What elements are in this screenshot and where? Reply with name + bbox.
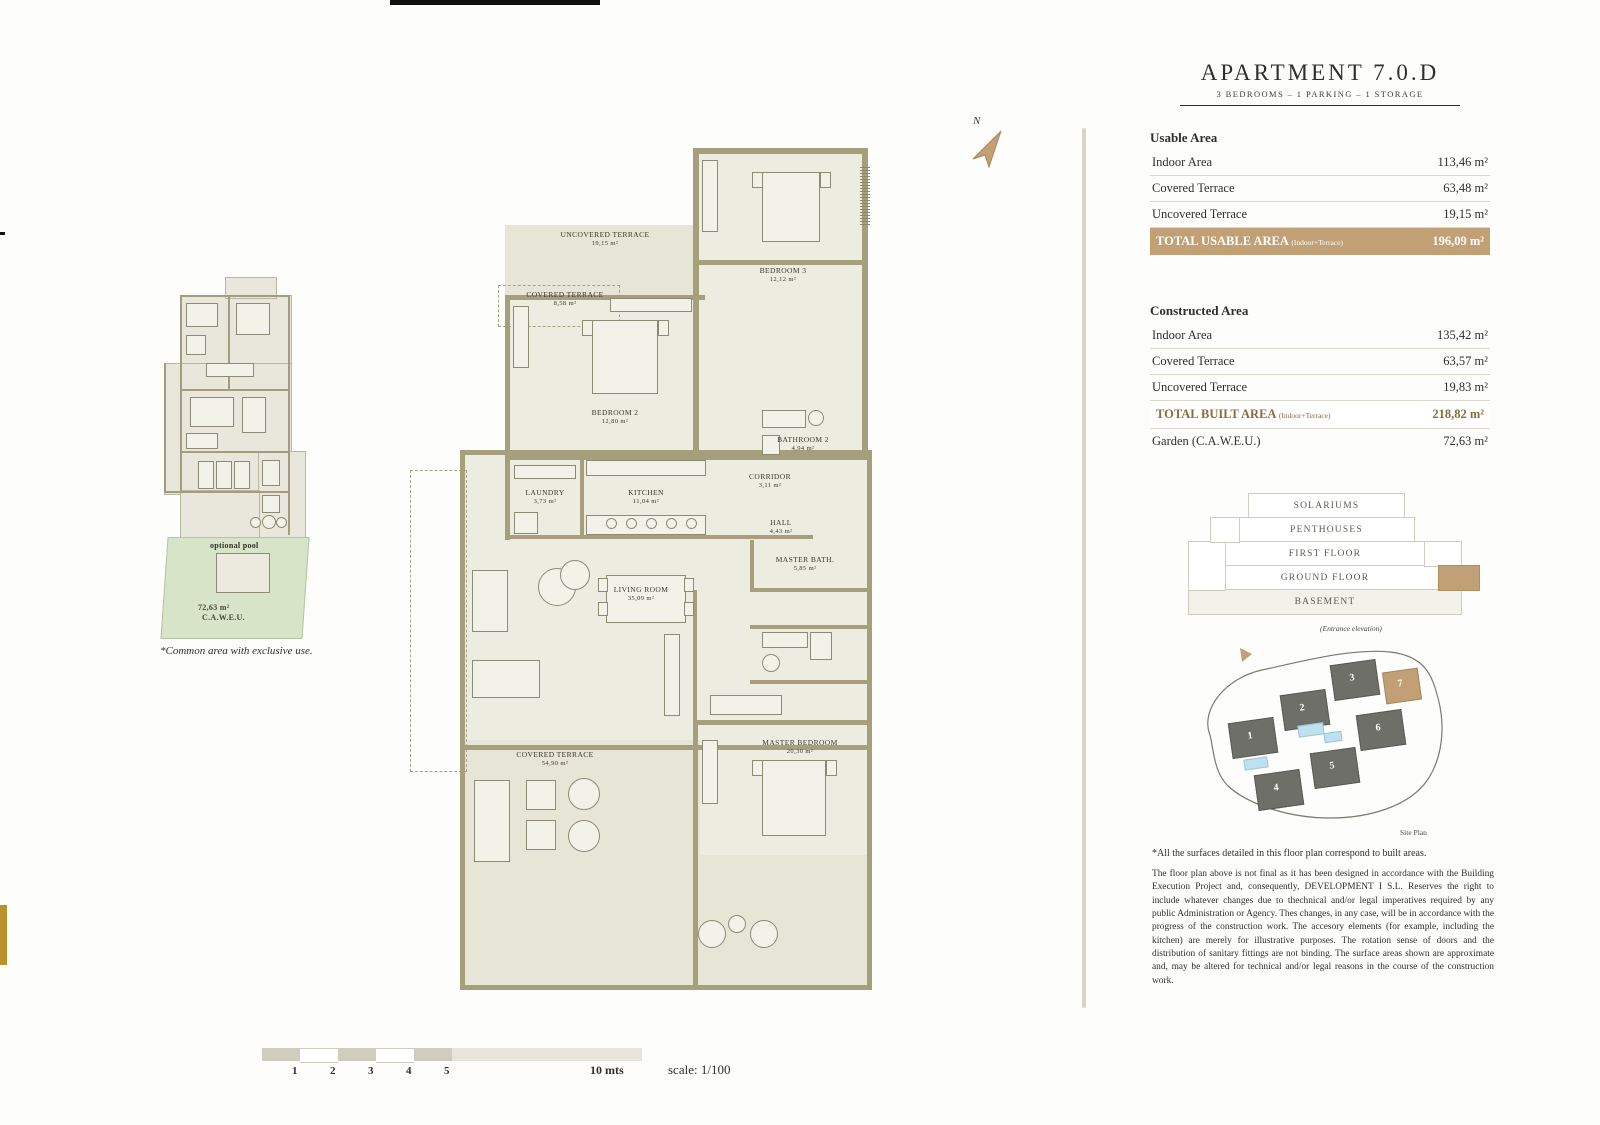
furniture-sofa-bottom [472,660,540,698]
usable-total-row [1150,228,1490,255]
compass-needle-icon [965,129,1010,175]
elev-level-solariums: SOLARIUMS [1248,493,1405,519]
site-building-7-highlighted: 7 [1382,668,1422,705]
built-uncovered-label: Uncovered Terrace [1152,380,1248,394]
site-building-3: 3 [1330,659,1381,701]
note-disclaimer: The floor plan above is not final as it has been designed in accordance with the Building Execution Project and, consequently, DEVELOPMENT I S.L. Reserves the right to include whatever changes due to thechnical and/or legal imperatives required by any public Administration or Agency. Thes changes, in any case, will be in accordance with the progress of the construction work. The accesory elements (for example, including the kitchen) are merely for illustrative purposes. The rotation sense of doors and the distribution of sanitary fittings are not binding. The surface areas shown are approximate and, may be altered for technical and/or legal reasons in the course of the construction work. [1152,869,1494,986]
built-covered-label: Covered Terrace [1152,354,1235,368]
furniture-bed-bedroom2 [592,320,658,394]
site-building-5: 5 [1310,747,1361,789]
built-uncovered-row [1150,375,1490,401]
usable-covered-row [1150,176,1490,202]
room-label-covered-terrace-bottom: COVERED TERRACE 54,90 m² [516,750,594,768]
built-indoor-label: Indoor Area [1152,328,1213,342]
page-subtitle: 3 BEDROOMS – 1 PARKING – 1 STORAGE [1216,89,1424,99]
elev-level-basement: BASEMENT [1188,589,1462,615]
compass [965,115,1010,175]
room-label-master-bedroom: MASTER BEDROOM 20,30 m² [762,738,838,756]
main-floorplan [410,120,910,1010]
room-label-covered-terrace-top: COVERED TERRACE 8,58 m² [526,290,604,308]
room-label-corridor: CORRIDOR 3,11 m² [749,472,791,490]
furniture-wardrobe-bedroom3 [702,160,718,232]
site-plan-caption: Site Plan [1400,828,1427,837]
built-covered-row [1150,349,1490,375]
usable-indoor-value: 113,46 m² [1437,155,1488,169]
scale-tick-1: 1 [292,1065,298,1077]
site-plan [1180,640,1480,840]
room-label-bedroom2: BEDROOM 2 12,80 m² [591,408,639,426]
built-covered-value: 63,57 m² [1443,354,1488,368]
room-label-kitchen: KITCHEN 11,04 m² [628,488,664,506]
constructed-area-heading: Constructed Area [1150,303,1249,318]
furniture-bed-master [762,760,826,836]
built-total-row [1150,401,1490,429]
room-label-uncovered-terrace: UNCOVERED TERRACE 19,15 m² [560,230,650,248]
garden-value: 72,63 m² [1443,434,1488,448]
bleed-mark-left-gold [0,905,7,965]
scale-bar [262,1048,642,1062]
compass-north-label: N [973,115,981,127]
scale-ratio-label: scale: 1/100 [668,1062,731,1077]
room-label-laundry: LAUNDRY 3,73 m² [525,488,565,506]
elev-highlight-unit [1438,565,1480,591]
guide-box-left [410,470,467,772]
room-label-bedroom3: BEDROOM 3 12,12 m² [759,266,807,284]
scale-tick-5: 5 [444,1065,450,1077]
room-label-living-room: LIVING ROOM 35,09 m² [613,585,669,603]
furniture-wardrobe-master [702,740,718,804]
scale-tick-2: 2 [330,1065,336,1077]
elev-level-penthouses: PENTHOUSES [1238,517,1415,543]
built-total-note: (Indoor+Terrace) [1278,411,1331,420]
page-title: APARTMENT 7.0.D [1200,60,1440,85]
usable-uncovered-row [1150,202,1490,228]
elevation-caption: (Entrance elevation) [1320,624,1382,633]
usable-total-label: TOTAL USABLE AREA [1156,234,1289,248]
usable-total-note: (Indoor+Terrace) [1291,238,1343,247]
furniture-bathtub [762,410,806,428]
mini-pool-label: optional pool [210,541,259,550]
room-label-bathroom2: BATHROOM 2 4,94 m² [777,435,829,453]
room-label-master-bath: MASTER BATH. 5,85 m² [775,555,835,573]
site-building-4: 4 [1254,769,1305,811]
built-indoor-row [1150,323,1490,349]
site-building-1: 1 [1228,717,1279,759]
room-label-hall: HALL 4,43 m² [769,518,793,536]
info-panel [1150,60,1490,454]
furniture-bed-bedroom3 [762,172,820,242]
elev-level-first-floor: FIRST FLOOR [1224,541,1426,567]
bleed-mark-top [390,0,600,5]
furniture-wardrobe-bedroom2 [513,306,529,368]
building-elevation-key [1180,493,1470,618]
bleed-mark-left [0,232,5,235]
context-mini-floorplan [150,265,365,665]
site-building-2: 2 [1280,689,1331,731]
usable-uncovered-label: Uncovered Terrace [1152,207,1248,221]
furniture-sofa-left [472,570,508,632]
garden-label: Garden (C.A.W.E.U.) [1152,434,1261,448]
usable-covered-label: Covered Terrace [1152,181,1235,195]
mini-garden-area: 72,63 m² [198,603,230,612]
scale-tick-4: 4 [406,1065,412,1077]
site-building-6: 6 [1356,709,1407,751]
usable-total-value: 196,09 m² [1432,234,1484,248]
usable-uncovered-value: 19,15 m² [1443,207,1488,221]
built-total-label: TOTAL BUILT AREA [1156,407,1276,421]
plan-divider [1082,128,1086,1008]
usable-covered-value: 63,48 m² [1443,181,1488,195]
built-total-value: 218,82 m² [1432,407,1484,421]
usable-indoor-row [1150,150,1490,176]
elev-level-ground-floor: GROUND FLOOR [1210,565,1440,591]
furniture-kitchen-counter [586,460,706,476]
usable-area-heading: Usable Area [1150,130,1218,145]
usable-indoor-label: Indoor Area [1152,155,1213,169]
note-common-area: *Common area with exclusive use. [160,645,313,657]
scale-tick-3: 3 [368,1065,374,1077]
region-terrace-bottom-right [700,855,870,990]
mini-garden-label: C.A.W.E.U. [202,613,245,622]
built-uncovered-value: 19,83 m² [1443,380,1488,394]
built-indoor-value: 135,42 m² [1437,328,1488,342]
garden-row [1150,429,1490,454]
note-surfaces: *All the surfaces detailed in this floor plan correspond to built areas. [1152,848,1427,859]
title-divider [1180,105,1460,106]
scale-max-label: 10 mts [590,1063,624,1077]
furniture-terrace-sofa [474,780,510,862]
